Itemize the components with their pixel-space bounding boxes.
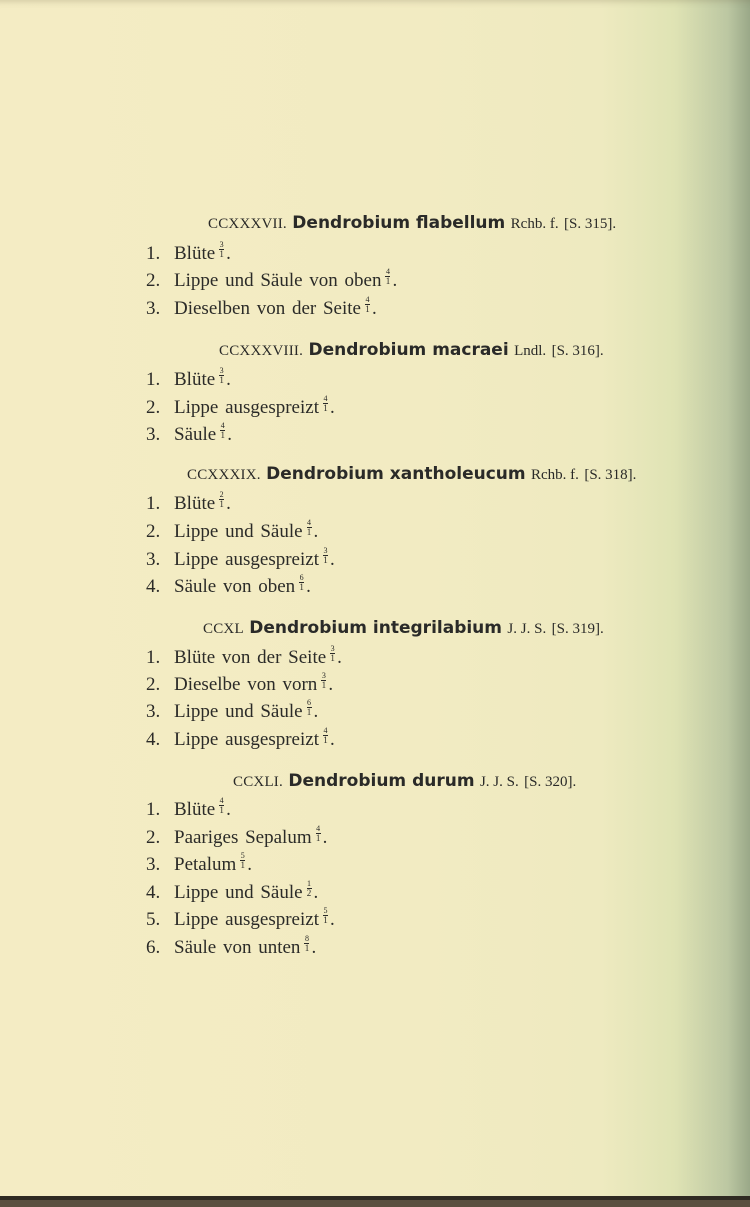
magnification-fraction: $\frac{5}{1}$ [323, 906, 328, 925]
figure-item: 4. Lippe ausgespreizt $\frac{4}{1}$ . [146, 726, 335, 750]
figure-item: 2. Dieselbe von vorn $\frac{3}{1}$ . [146, 671, 334, 695]
figure-description: Blüte [174, 369, 216, 390]
magnification-fraction: $\frac{2}{1}$ [219, 490, 224, 509]
figure-item: 3. Petalum $\frac{5}{1}$ . [146, 851, 253, 875]
figure-number: 3. [146, 854, 161, 875]
figure-description: Lippe und Säule [174, 701, 303, 722]
plate-heading [233, 770, 576, 793]
figure-item: 2. Lippe und Säule von oben $\frac{4}{1}$ . [146, 267, 398, 291]
magnification-fraction: $\frac{4}{1}$ [306, 518, 312, 537]
figure-number: 5. [146, 909, 161, 930]
figure-number: 2. [146, 674, 161, 695]
figure-number: 1. [146, 799, 161, 820]
figure-description: Paariges Sepalum [174, 827, 312, 848]
figure-item: 1. Blüte $\frac{4}{1}$ . [146, 796, 231, 820]
magnification-fraction: $\frac{4}{1}$ [315, 824, 321, 843]
figure-number: 6. [146, 937, 161, 958]
figure-description: Säule von unten [174, 937, 301, 958]
figure-description: Lippe ausgespreizt [174, 549, 319, 570]
species-name: Dendrobium xantholeucum [266, 464, 526, 484]
figure-number: 2. [146, 521, 161, 542]
figure-number: 4. [146, 882, 161, 903]
magnification-fraction: $\frac{4}{1}$ [365, 295, 370, 314]
figure-item: 6. Säule von unten $\frac{8}{1}$ . [146, 934, 317, 958]
page-reference: [S. 320]. [524, 774, 577, 790]
figure-description: Blüte von der Seite [174, 647, 327, 668]
magnification-fraction: $\frac{3}{1}$ [330, 644, 335, 663]
magnification-fraction: $\frac{3}{1}$ [323, 546, 328, 565]
figure-number: 1. [146, 243, 161, 264]
page-reference: [S. 316]. [551, 343, 604, 359]
magnification-fraction: $\frac{3}{1}$ [219, 240, 224, 259]
figure-number: 1. [146, 493, 161, 514]
figure-number: 1. [146, 647, 161, 668]
figure-number: 2. [146, 827, 161, 848]
magnification-fraction: $\frac{4}{1}$ [323, 726, 328, 745]
magnification-fraction: $\frac{4}{1}$ [220, 421, 225, 440]
figure-item: 4. Lippe und Säule $\frac{1}{2}$ . [146, 879, 319, 903]
figure-number: 2. [146, 270, 161, 291]
figure-item: 2. Lippe ausgespreizt $\frac{4}{1}$ . [146, 394, 335, 418]
figure-item: 1. Blüte $\frac{2}{1}$ . [146, 490, 231, 514]
figure-item: 3. Lippe und Säule $\frac{6}{1}$ . [146, 698, 319, 722]
figure-description: Lippe und Säule [174, 521, 303, 542]
magnification-fraction: $\frac{6}{1}$ [299, 573, 304, 592]
species-author: Lndl. [514, 343, 547, 359]
plate-numeral: CCXLI. [233, 774, 283, 790]
figure-number: 3. [146, 424, 161, 445]
figure-description: Säule von oben [174, 576, 296, 597]
figure-item: 3. Säule $\frac{4}{1}$ . [146, 421, 232, 445]
figure-item: 1. Blüte von der Seite $\frac{3}{1}$ . [146, 644, 342, 668]
figure-number: 2. [146, 397, 161, 418]
figure-description: Dieselbe von vorn [174, 674, 318, 695]
figure-item: 1. Blüte $\frac{3}{1}$ . [146, 240, 231, 264]
magnification-fraction: $\frac{4}{1}$ [385, 267, 391, 286]
species-author: Rchb. f. [531, 467, 579, 483]
figure-description: Lippe und Säule [174, 882, 303, 903]
plate-heading [203, 617, 604, 640]
plate-numeral: CCXXXIX. [187, 467, 261, 483]
figure-description: Lippe ausgespreizt [174, 909, 319, 930]
magnification-fraction: $\frac{1}{2}$ [306, 879, 312, 898]
page-reference: [S. 315]. [563, 216, 617, 232]
figure-number: 4. [146, 729, 161, 750]
magnification-fraction: $\frac{3}{1}$ [321, 671, 327, 690]
figure-number: 3. [146, 549, 161, 570]
figure-item: 5. Lippe ausgespreizt $\frac{5}{1}$ . [146, 906, 335, 930]
page-reference: [S. 319]. [551, 621, 604, 637]
plate-heading [208, 212, 616, 235]
species-author: J. J. S. [479, 774, 519, 790]
figure-description: Blüte [174, 799, 216, 820]
species-author: Rchb. f. [510, 216, 559, 232]
figure-item: 1. Blüte $\frac{3}{1}$ . [146, 366, 231, 390]
figure-description: Lippe und Säule von oben [174, 270, 382, 291]
figure-number: 3. [146, 701, 161, 722]
magnification-fraction: $\frac{4}{1}$ [219, 796, 224, 815]
species-name: Dendrobium macraei [308, 340, 509, 360]
magnification-fraction: $\frac{6}{1}$ [306, 698, 312, 717]
figure-description: Dieselben von der Seite [174, 298, 361, 319]
figure-item: 3. Dieselben von der Seite $\frac{4}{1}$ . [146, 295, 377, 319]
figure-description: Säule [174, 424, 217, 445]
page-reference: [S. 318]. [584, 467, 637, 483]
plate-numeral: CCXL [203, 621, 244, 637]
figure-description: Petalum [174, 854, 237, 875]
species-name: Dendrobium flabellum [292, 213, 506, 233]
figure-description: Lippe ausgespreizt [174, 397, 319, 418]
species-author: J. J. S. [507, 621, 547, 637]
magnification-fraction: $\frac{3}{1}$ [219, 366, 224, 385]
plate-heading [219, 339, 604, 362]
figure-number: 1. [146, 369, 161, 390]
figure-description: Lippe ausgespreizt [174, 729, 319, 750]
figure-description: Blüte [174, 243, 216, 264]
figure-description: Blüte [174, 493, 216, 514]
figure-number: 4. [146, 576, 161, 597]
species-name: Dendrobium integrilabium [249, 618, 503, 638]
plate-numeral: CCXXXVIII. [219, 343, 304, 359]
species-name: Dendrobium durum [288, 771, 475, 791]
magnification-fraction: $\frac{8}{1}$ [304, 934, 310, 953]
figure-item: 2. Paariges Sepalum $\frac{4}{1}$ . [146, 824, 328, 848]
magnification-fraction: $\frac{4}{1}$ [323, 394, 328, 413]
figure-item: 4. Säule von oben $\frac{6}{1}$ . [146, 573, 311, 597]
figure-number: 3. [146, 298, 161, 319]
magnification-fraction: $\frac{5}{1}$ [240, 851, 246, 870]
plate-numeral: CCXXXVII. [208, 216, 287, 232]
figure-item: 3. Lippe ausgespreizt $\frac{3}{1}$ . [146, 546, 335, 570]
plate-heading [187, 463, 636, 486]
figure-item: 2. Lippe und Säule $\frac{4}{1}$ . [146, 518, 319, 542]
